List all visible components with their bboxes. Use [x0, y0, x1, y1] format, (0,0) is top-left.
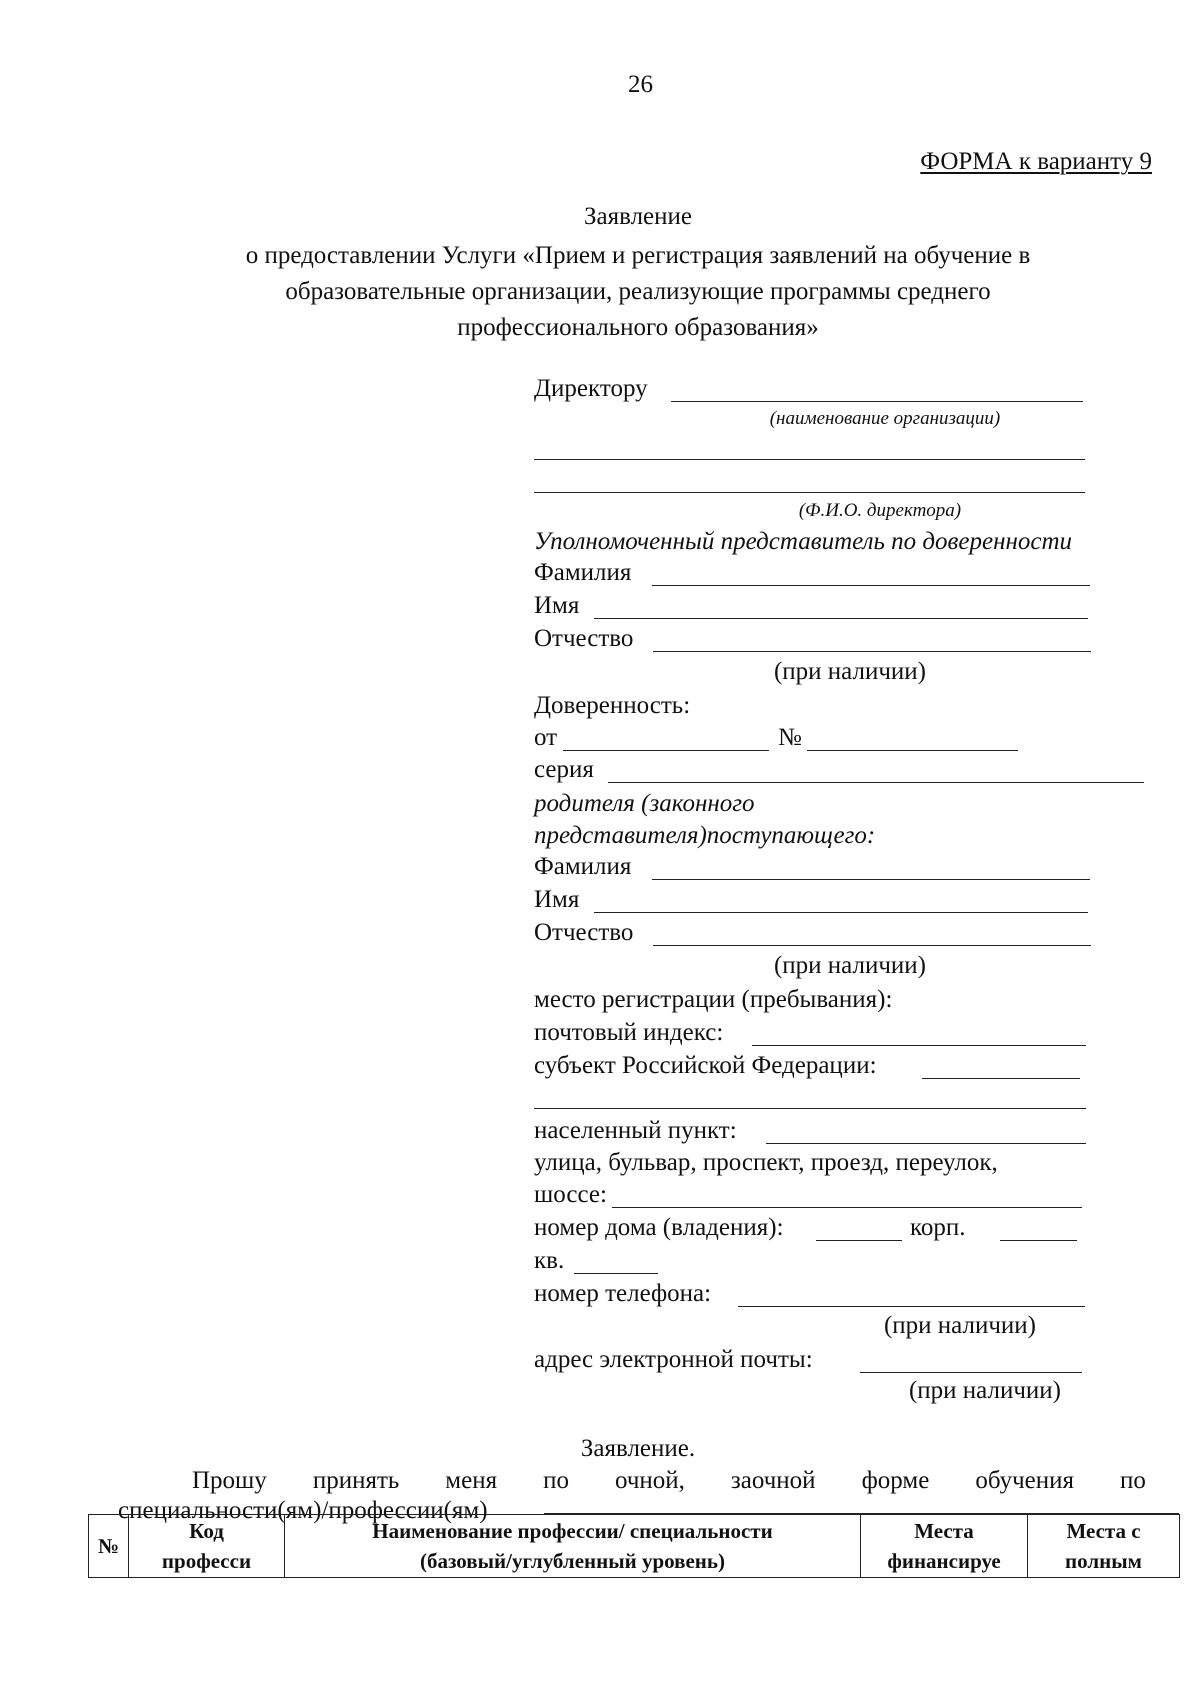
building-field[interactable]: [1000, 1240, 1077, 1241]
poa-number-field[interactable]: [807, 750, 1018, 751]
statement-word: обучения: [975, 1467, 1075, 1494]
rep-surname-label: Фамилия: [534, 559, 632, 586]
col-header-name-line-2: (базовый/углубленный уровень): [420, 1549, 725, 1573]
phone-field[interactable]: [738, 1306, 1085, 1307]
title-line-1: Заявление: [583, 203, 693, 230]
rep-surname-field[interactable]: [652, 585, 1090, 586]
statement-word: меня: [445, 1467, 498, 1494]
col-header-paid-line-1: Места с: [1066, 1519, 1141, 1543]
rep-optional-caption: (при наличии): [773, 658, 927, 685]
parent-name-field[interactable]: [594, 912, 1088, 913]
parent-heading-line-1: родителя (законного: [534, 790, 755, 817]
col-header-funded-line-2: финансируе: [887, 1549, 1001, 1573]
parent-optional-caption: (при наличии): [773, 952, 927, 979]
rep-patronymic-field[interactable]: [653, 651, 1091, 652]
rep-name-field[interactable]: [594, 618, 1088, 619]
col-header-number: [89, 1515, 129, 1578]
parent-patronymic-field[interactable]: [653, 945, 1091, 946]
parent-surname-field[interactable]: [652, 879, 1090, 880]
representative-heading: Уполномоченный представитель по доверенности: [534, 528, 1073, 555]
rep-name-label: Имя: [534, 592, 580, 619]
house-label: номер дома (владения):: [534, 1214, 784, 1241]
director-caption: (Ф.И.О. директора): [798, 500, 962, 521]
postal-code-field[interactable]: [752, 1045, 1086, 1046]
col-header-code-line-2: професси: [161, 1549, 252, 1573]
col-header-name: [285, 1515, 861, 1578]
statement-word: Прошу: [192, 1467, 267, 1494]
col-header-funded: [861, 1515, 1028, 1578]
parent-heading-line-2: представителя)поступающего:: [534, 822, 876, 849]
poa-series-label: серия: [534, 756, 594, 783]
apartment-field[interactable]: [574, 1273, 658, 1274]
parent-patronymic-label: Отчество: [534, 919, 634, 946]
statement-request-line-1: [192, 1466, 1146, 1496]
parent-surname-label: Фамилия: [534, 853, 632, 880]
director-name-line-2[interactable]: [534, 492, 1085, 493]
street-label-line-2: шоссе:: [534, 1181, 607, 1208]
poa-from-label: от: [534, 724, 558, 751]
region-label: субъект Российской Федерации:: [534, 1052, 877, 1079]
region-field-line-2[interactable]: [534, 1108, 1086, 1109]
col-header-code: [129, 1515, 285, 1578]
director-org-line[interactable]: [671, 401, 1083, 402]
building-label: корп.: [910, 1214, 966, 1241]
statement-word: по: [1120, 1467, 1146, 1494]
parent-name-label: Имя: [534, 886, 580, 913]
statement-word: принять: [312, 1467, 400, 1494]
locality-field[interactable]: [766, 1143, 1086, 1144]
house-field[interactable]: [816, 1240, 902, 1241]
region-field[interactable]: [922, 1078, 1080, 1079]
address-heading: место регистрации (пребывания):: [534, 986, 893, 1013]
programs-table: [88, 1514, 1180, 1578]
col-header-number-text: №: [97, 1534, 120, 1558]
email-optional-caption: (при наличии): [908, 1377, 1062, 1404]
locality-label: населенный пункт:: [534, 1117, 737, 1144]
director-name-line-1[interactable]: [534, 459, 1085, 460]
street-label-line-1: улица, бульвар, проспект, проезд, переулок,: [534, 1149, 998, 1176]
apartment-label: кв.: [534, 1247, 565, 1274]
col-header-name-line-1: Наименование профессии/ специальности: [372, 1519, 773, 1543]
col-header-paid-line-2: полным: [1065, 1549, 1142, 1573]
statement-word: форме: [861, 1467, 930, 1494]
postal-code-label: почтовый индекс:: [534, 1019, 724, 1046]
title-line-2: о предоставлении Услуги «Прием и регистрация заявлений на обучение в: [245, 242, 1031, 269]
phone-optional-caption: (при наличии): [883, 1312, 1037, 1339]
poa-date-field[interactable]: [563, 750, 769, 751]
email-label: адрес электронной почты:: [534, 1346, 813, 1373]
statement-word: заочной: [730, 1467, 816, 1494]
poa-heading: Доверенность:: [534, 692, 691, 719]
email-field[interactable]: [860, 1372, 1082, 1373]
col-header-code-line-1: Код: [189, 1519, 224, 1543]
org-caption: (наименование организации): [769, 408, 1001, 429]
statement-heading: Заявление.: [580, 1435, 696, 1462]
statement-word: очной,: [614, 1467, 685, 1494]
title-line-3: образовательные организации, реализующие программы среднего: [285, 278, 991, 305]
col-header-funded-line-1: Места: [914, 1519, 974, 1543]
poa-series-field[interactable]: [608, 782, 1144, 783]
title-line-4: профессионального образования»: [457, 314, 819, 341]
phone-label: номер телефона:: [534, 1280, 712, 1307]
street-field[interactable]: [612, 1207, 1082, 1208]
rep-patronymic-label: Отчество: [534, 625, 634, 652]
table-header-row: [89, 1515, 1180, 1578]
form-label: ФОРМА к варианту 9: [920, 148, 1152, 175]
poa-number-label: №: [778, 724, 802, 751]
statement-request-line-2: специальности(ям)/профессии(ям): [118, 1497, 488, 1524]
director-label: Директору: [534, 375, 648, 402]
page-number: 26: [628, 71, 653, 98]
col-header-paid: [1028, 1515, 1180, 1578]
statement-word: по: [543, 1467, 569, 1494]
